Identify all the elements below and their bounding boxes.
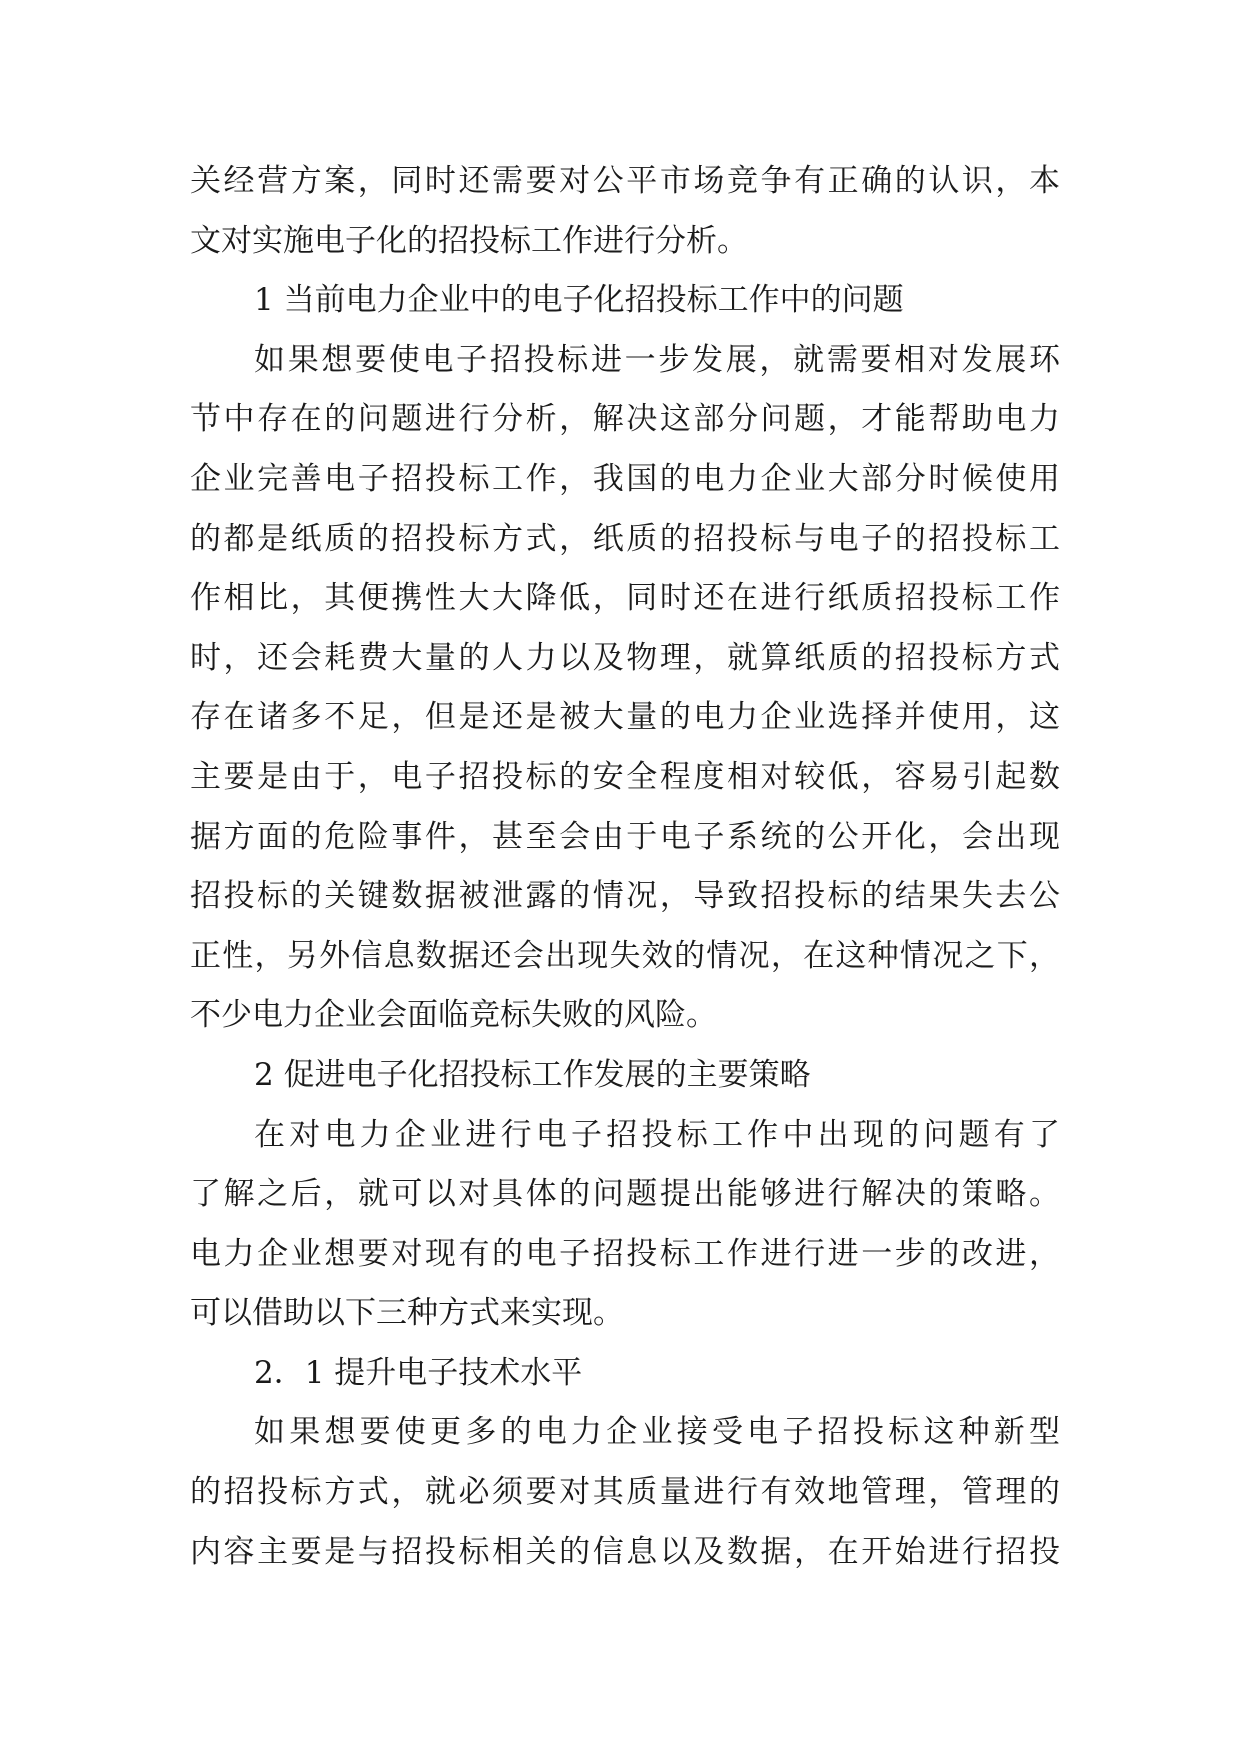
subsection-heading: 2．1 提升电子技术水平 [254, 1354, 583, 1391]
text-line: 内容主要是与招投标相关的信息以及数据，在开始进行招投 [190, 1533, 1060, 1570]
text-line: 在对电力企业进行电子招投标工作中出现的问题有了 [254, 1116, 1060, 1153]
text-line: 企业完善电子招投标工作，我国的电力企业大部分时候使用 [190, 460, 1060, 497]
text-line: 招投标的关键数据被泄露的情况，导致招投标的结果失去公 [190, 878, 1060, 915]
text-line: 可以借助以下三种方式来实现。 [190, 1295, 624, 1332]
section-heading: 2 促进电子化招投标工作发展的主要策略 [254, 1056, 811, 1093]
text-line: 据方面的危险事件，甚至会由于电子系统的公开化，会出现 [190, 818, 1060, 855]
section-heading: 1 当前电力企业中的电子化招投标工作中的问题 [254, 282, 904, 319]
text-line: 主要是由于，电子招投标的安全程度相对较低，容易引起数 [190, 758, 1060, 795]
text-line: 时，还会耗费大量的人力以及物理，就算纸质的招投标方式 [190, 639, 1060, 676]
text-line: 正性，另外信息数据还会出现失效的情况，在这种情况之下， [190, 937, 1060, 974]
text-line: 存在诸多不足，但是还是被大量的电力企业选择并使用，这 [190, 699, 1060, 736]
text-line: 作相比，其便携性大大降低，同时还在进行纸质招投标工作 [190, 580, 1060, 617]
text-line: 如果想要使电子招投标进一步发展，就需要相对发展环 [254, 341, 1060, 378]
text-line: 如果想要使更多的电力企业接受电子招投标这种新型 [254, 1414, 1060, 1451]
text-line: 了解之后，就可以对具体的问题提出能够进行解决的策略。 [190, 1176, 1060, 1213]
text-line: 关经营方案，同时还需要对公平市场竞争有正确的认识，本 [190, 163, 1060, 199]
text-line: 的都是纸质的招投标方式，纸质的招投标与电子的招投标工 [190, 520, 1060, 557]
text-line: 文对实施电子化的招投标工作进行分析。 [190, 222, 748, 259]
body-text [190, 152, 1060, 1582]
text-line: 节中存在的问题进行分析，解决这部分问题，才能帮助电力 [190, 401, 1060, 438]
text-line: 的招投标方式，就必须要对其质量进行有效地管理，管理的 [190, 1474, 1060, 1511]
text-line: 电力企业想要对现有的电子招投标工作进行进一步的改进， [190, 1235, 1060, 1272]
text-line: 不少电力企业会面临竞标失败的风险。 [190, 997, 717, 1034]
